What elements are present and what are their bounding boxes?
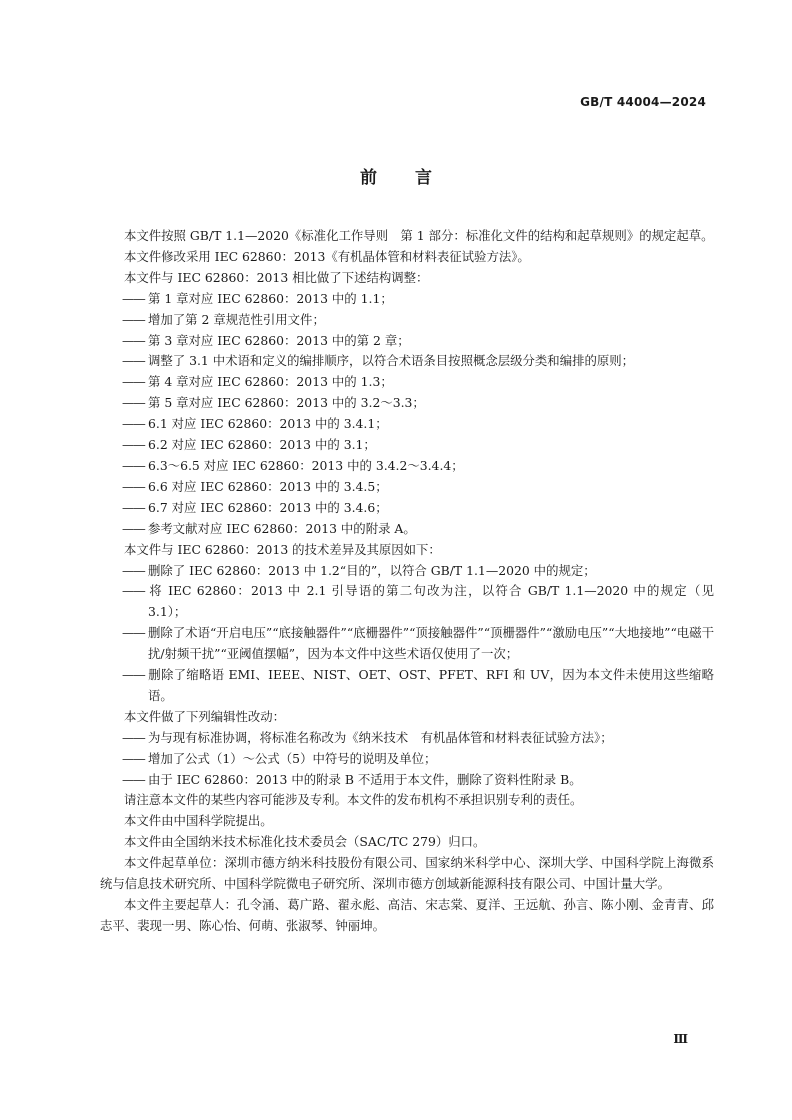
- em-dash-bullet: ——: [122, 667, 145, 683]
- paragraph-text: 6.2 对应 IEC 62860：2013 中的 3.1；: [148, 437, 376, 453]
- paragraph: [100, 790, 714, 811]
- paragraph-text: 第 4 章对应 IEC 62860：2013 中的 1.3；: [148, 374, 393, 390]
- em-dash-bullet: ——: [122, 290, 145, 306]
- em-dash-bullet: ——: [122, 562, 145, 578]
- paragraph-text: 增加了公式（1）～公式（5）中符号的说明及单位；: [148, 750, 437, 766]
- em-dash-bullet: ——: [122, 437, 145, 453]
- em-dash-bullet: ——: [122, 625, 145, 641]
- em-dash-bullet: ——: [122, 353, 145, 369]
- paragraph-text: 删除了缩略语 EMI、IEEE、NIST、OET、OST、PFET、RFI 和 UV，因为本文件未使用这些缩略语。: [148, 667, 714, 703]
- dash-list-item: [100, 665, 714, 707]
- paragraph-text: 第 1 章对应 IEC 62860：2013 中的 1.1；: [148, 290, 393, 306]
- paragraph-text: 本文件由中国科学院提出。: [124, 813, 273, 829]
- paragraph-text: 删除了术语“开启电压”“底接触器件”“底栅器件”“顶接触器件”“顶栅器件”“激励电压”“大地接地”“电磁干扰/射频干扰”“亚阈值摆幅”，因为本文件中这些术语仅使用了一次；: [148, 625, 714, 662]
- dash-list-item: [100, 477, 714, 498]
- paragraph: [100, 811, 714, 832]
- em-dash-bullet: ——: [122, 520, 145, 536]
- em-dash-bullet: ——: [122, 729, 145, 745]
- paragraph-text: 本文件做了下列编辑性改动：: [124, 708, 286, 724]
- dash-list-item: [100, 289, 714, 310]
- paragraph-text: 本文件与 IEC 62860：2013 的技术差异及其原因如下：: [124, 541, 441, 557]
- dash-list-item: [100, 456, 714, 477]
- paragraph-text: 将 IEC 62860：2013 中 2.1 引导语的第二句改为注，以符合 GB/T 1.1—2020 中的规定（见 3.1）；: [148, 583, 714, 620]
- paragraph-text: 6.1 对应 IEC 62860：2013 中的 3.4.1；: [148, 416, 388, 432]
- dash-list-item: [100, 498, 714, 519]
- paragraph-text: 6.6 对应 IEC 62860：2013 中的 3.4.5；: [148, 478, 388, 494]
- paragraph: [100, 268, 714, 289]
- em-dash-bullet: ——: [122, 478, 145, 494]
- paragraph: [100, 853, 714, 895]
- em-dash-bullet: ——: [122, 750, 145, 766]
- paragraph-text: 为与现有标准协调，将标准名称改为《纳米技术 有机晶体管和材料表征试验方法》；: [148, 729, 613, 745]
- paragraph-text: 6.7 对应 IEC 62860：2013 中的 3.4.6；: [148, 499, 388, 515]
- dash-list-item: [100, 561, 714, 582]
- dash-list-item: [100, 770, 714, 791]
- standard-code: GB/T 44004—2024: [580, 95, 706, 109]
- dash-list-item: [100, 435, 714, 456]
- paragraph: [100, 895, 714, 937]
- em-dash-bullet: ——: [122, 416, 145, 432]
- paragraph: [100, 226, 714, 247]
- paragraph-text: 6.3～6.5 对应 IEC 62860：2013 中的 3.4.2～3.4.4；: [148, 457, 464, 473]
- paragraph-text: 请注意本文件的某些内容可能涉及专利。本文件的发布机构不承担识别专利的责任。: [124, 792, 583, 808]
- paragraph: [100, 540, 714, 561]
- em-dash-bullet: ——: [122, 583, 145, 599]
- paragraph-text: 增加了第 2 章规范性引用文件；: [148, 311, 325, 327]
- page-title: 前言: [360, 168, 470, 188]
- paragraph-text: 由于 IEC 62860：2013 中的附录 B 不适用于本文件，删除了资料性附录 B。: [148, 771, 582, 787]
- paragraph-text: 本文件与 IEC 62860：2013 相比做了下述结构调整：: [124, 269, 429, 285]
- paragraph-text: 删除了 IEC 62860：2013 中 1.2“目的”，以符合 GB/T 1.1—2020 中的规定；: [148, 562, 596, 578]
- em-dash-bullet: ——: [122, 771, 145, 787]
- dash-list-item: [100, 372, 714, 393]
- dash-list-item: [100, 393, 714, 414]
- dash-list-item: [100, 581, 714, 623]
- dash-list-item: [100, 749, 714, 770]
- paragraph: [100, 707, 714, 728]
- paragraph: [100, 832, 714, 853]
- dash-list-item: [100, 310, 714, 331]
- dash-list-item: [100, 519, 714, 540]
- paragraph-text: 调整了 3.1 中术语和定义的编排顺序，以符合术语条目按照概念层级分类和编排的原则；: [148, 353, 635, 369]
- paragraph-text: 本文件主要起草人：孔令涌、葛广路、翟永彪、高洁、宋志棠、夏洋、王远航、孙言、陈小刚、金青青、邱志平、裴现一男、陈心怡、何萌、张淑琴、钟丽坤。: [100, 897, 714, 933]
- dash-list-item: [100, 623, 714, 665]
- paragraph-text: 参考文献对应 IEC 62860：2013 中的附录 A。: [148, 520, 416, 536]
- dash-list-item: [100, 728, 714, 749]
- em-dash-bullet: ——: [122, 374, 145, 390]
- em-dash-bullet: ——: [122, 311, 145, 327]
- dash-list-item: [100, 414, 714, 435]
- paragraph-text: 本文件按照 GB/T 1.1—2020《标准化工作导则 第 1 部分：标准化文件的结构和起草规则》的规定起草。: [124, 228, 714, 243]
- paragraph-text: 第 5 章对应 IEC 62860：2013 中的 3.2～3.3；: [148, 395, 425, 411]
- dash-list-item: [100, 331, 714, 352]
- em-dash-bullet: ——: [122, 499, 145, 515]
- paragraph-text: 本文件起草单位：深圳市德方纳米科技股份有限公司、国家纳米科学中心、深圳大学、中国科学院上海微系统与信息技术研究所、中国科学院微电子研究所、深圳市德方创域新能源科技有限公司、中国计量大学。: [100, 855, 714, 892]
- em-dash-bullet: ——: [122, 395, 145, 411]
- dash-list-item: [100, 351, 714, 372]
- paragraph: [100, 247, 714, 268]
- paragraph-text: 本文件修改采用 IEC 62860：2013《有机晶体管和材料表征试验方法》。: [124, 248, 530, 264]
- page-number: Ⅲ: [673, 1032, 688, 1046]
- paragraph-text: 本文件由全国纳米技术标准化技术委员会（SAC/TC 279）归口。: [124, 834, 486, 850]
- em-dash-bullet: ——: [122, 457, 145, 473]
- em-dash-bullet: ——: [122, 332, 145, 348]
- foreword-body: [100, 226, 714, 937]
- paragraph-text: 第 3 章对应 IEC 62860：2013 中的第 2 章；: [148, 332, 410, 348]
